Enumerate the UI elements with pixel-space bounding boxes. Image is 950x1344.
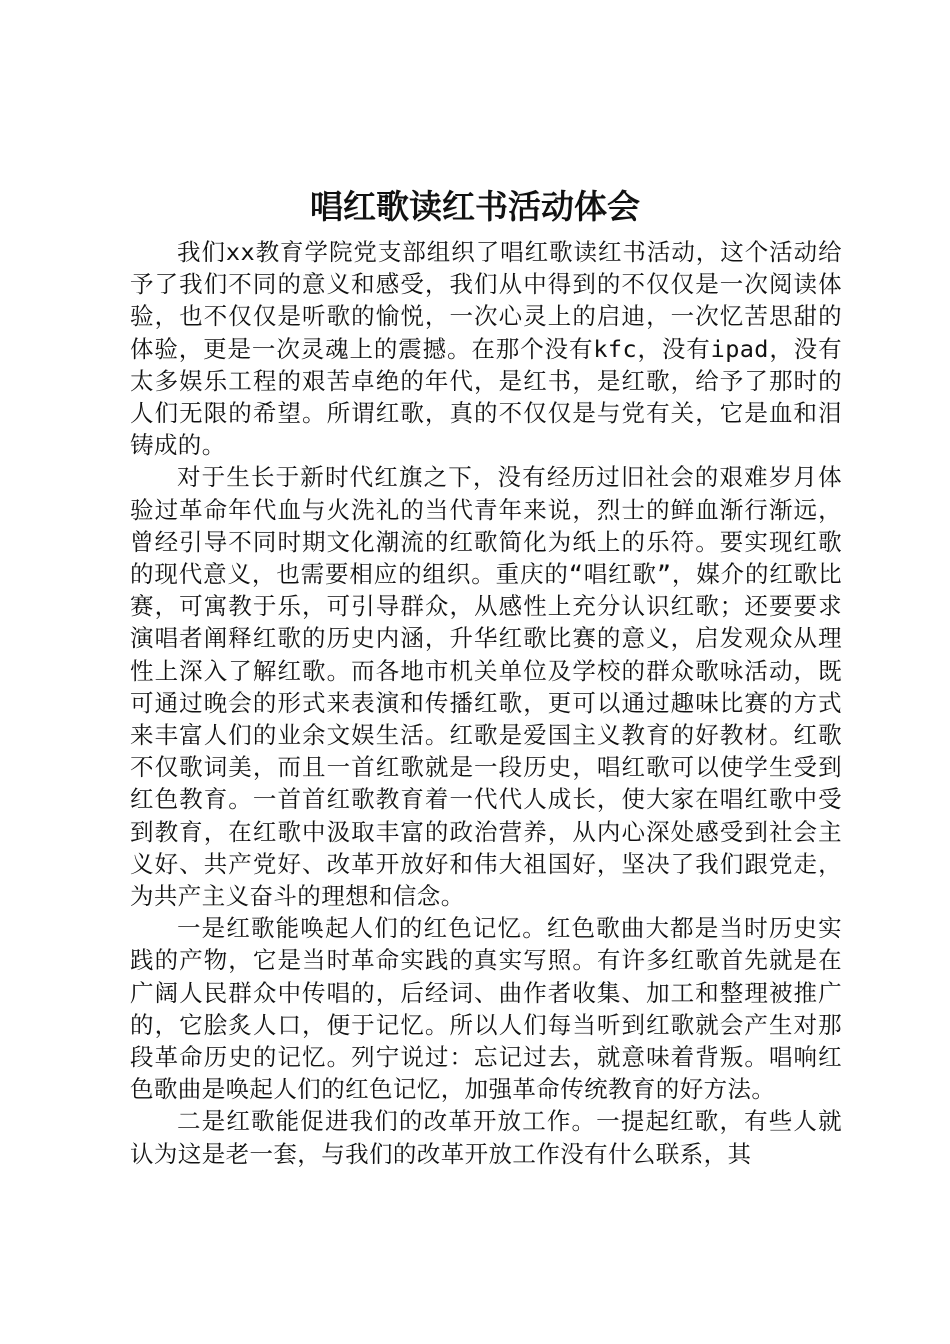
paragraph-3: 一是红歌能唤起人们的红色记忆。红色歌曲大都是当时历史实践的产物，它是当时革命实践的真实写照。有许多红歌首先就是在广阔人民群众中传唱的，后经词、曲作者收集、加工和整理被推广的，它脍炙人口，便于记忆。所以人们每当听到红歌就会产生对那段革命历史的记忆。列宁说过：忘记过去，就意味着背叛。唱响红色歌曲是唤起人们的红色记忆，加强革命传统教育的好方法。 [130,914,842,1104]
document-body [130,236,842,1170]
document-title: 唱红歌读红书活动体会 [310,187,640,226]
paragraph-2: 对于生长于新时代红旗之下，没有经历过旧社会的艰难岁月体验过革命年代血与火洗礼的当代青年来说，烈士的鲜血渐行渐远，曾经引导不同时期文化潮流的红歌简化为纸上的乐符。要实现红歌的现代意义，也需要相应的组织。重庆的“唱红歌”，媒介的红歌比赛，可寓教于乐，可引导群众，从感性上充分认识红歌；还要要求演唱者阐释红歌的历史内涵，升华红歌比赛的意义，启发观众从理性上深入了解红歌。而各地市机关单位及学校的群众歌咏活动，既可通过晚会的形式来表演和传播红歌，更可以通过趣味比赛的方式来丰富人们的业余文娱生活。红歌是爱国主义教育的好教材。红歌不仅歌词美，而且一首红歌就是一段历史，唱红歌可以使学生受到红色教育。一首首红歌教育着一代代人成长，使大家在唱红歌中受到教育，在红歌中汲取丰富的政治营养，从内心深处感受到社会主义好、共产党好、改革开放好和伟大祖国好，坚决了我们跟党走，为共产主义奋斗的理想和信念。 [130,463,842,911]
paragraph-4: 二是红歌能促进我们的改革开放工作。一提起红歌，有些人就认为这是老一套，与我们的改革开放工作没有什么联系，其 [130,1107,842,1168]
paragraph-1: 我们xx教育学院党支部组织了唱红歌读红书活动，这个活动给予了我们不同的意义和感受，我们从中得到的不仅仅是一次阅读体验，也不仅仅是听歌的愉悦，一次心灵上的启迪，一次忆苦思甜的体验，更是一次灵魂上的震撼。在那个没有kfc，没有ipad，没有太多娱乐工程的艰苦卓绝的年代，是红书，是红歌，给予了那时的人们无限的希望。所谓红歌，真的不仅仅是与党有关，它是血和泪铸成的。 [130,238,842,460]
